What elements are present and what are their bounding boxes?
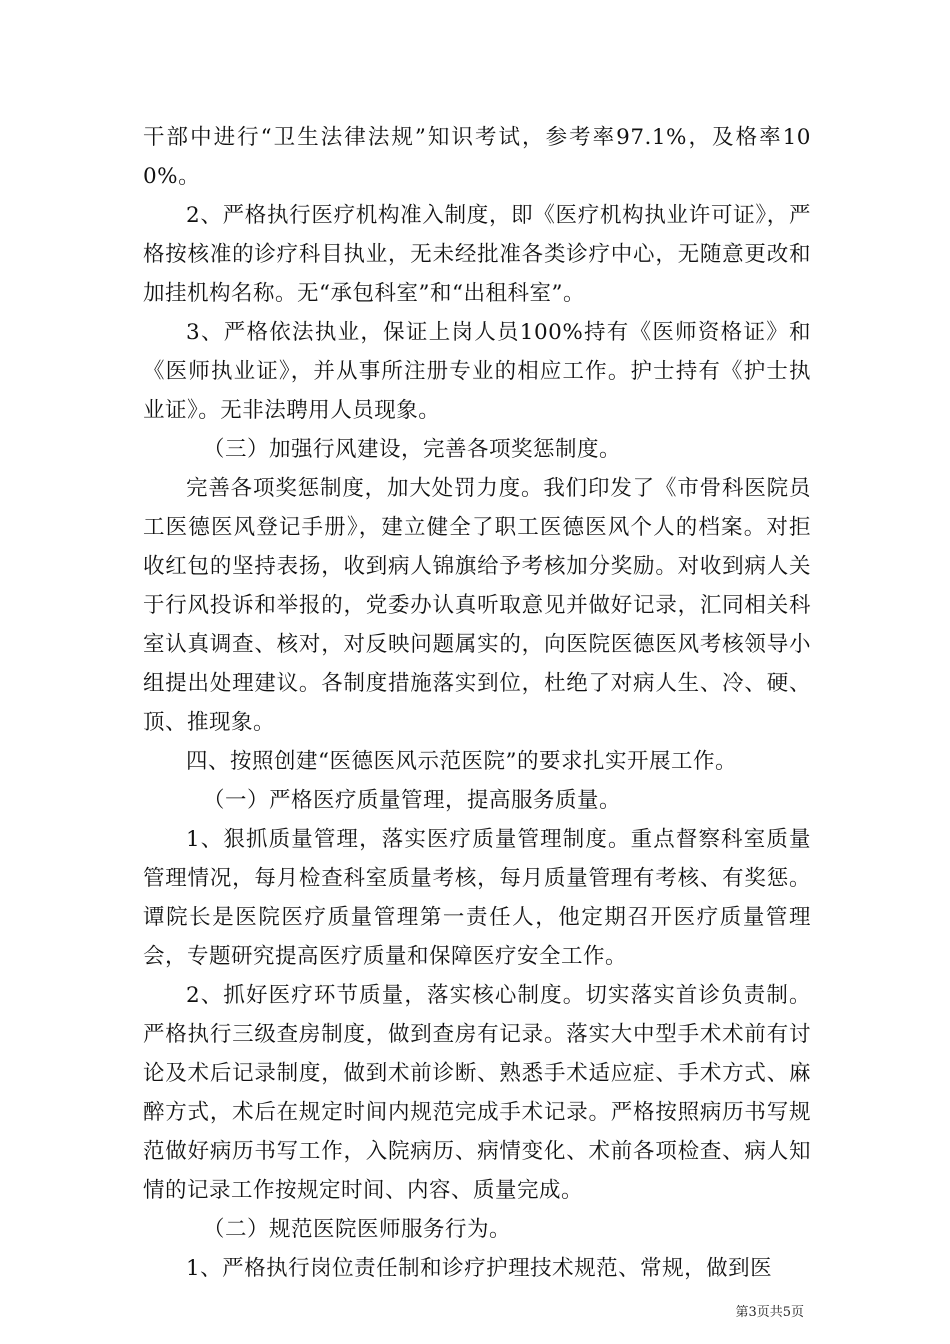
- paragraph-1: 干部中进行“卫生法律法规”知识考试，参考率97.1%，及格率100%。: [143, 125, 811, 189]
- page-number-footer: 第3页共5页: [735, 1305, 804, 1320]
- subsection-heading-2: （二）规范医院医师服务行为。: [203, 1217, 512, 1242]
- subsection-heading-1: （一）严格医疗质量管理，提高服务质量。: [203, 788, 622, 813]
- paragraph-5: 完善各项奖惩制度，加大处罚力度。我们印发了《市骨科医院员工医德医风登记手册》，建立健全了职工医德医风个人的档案。对拒收红包的坚持表扬，收到病人锦旗给予考核加分奖励。对收到病人关于行风投诉和举报的，党委办认真听取意见并做好记录，汇同相关科室认真调查、核对，对反映问题属实的，向医院医德医风考核领导小组提出处理建议。各制度措施落实到位，杜绝了对病人生、冷、硬、顶、推现象。: [143, 476, 811, 735]
- document-body: [143, 118, 811, 1288]
- paragraph-9: 2、抓好医疗环节质量，落实核心制度。切实落实首诊负责制。严格执行三级查房制度，做到查房有记录。落实大中型手术术前有讨论及术后记录制度，做到术前诊断、熟悉手术适应症、手术方式、麻醉方式，术后在规定时间内规范完成手术记录。严格按照病历书写规范做好病历书写工作，入院病历、病情变化、术前各项检查、病人知情的记录工作按规定时间、内容、质量完成。: [143, 983, 811, 1203]
- section-heading-4: 四、按照创建“医德医风示范医院”的要求扎实开展工作。: [186, 749, 737, 774]
- section-heading-3: （三）加强行风建设，完善各项奖惩制度。: [203, 437, 622, 462]
- paragraph-2: 2、严格执行医疗机构准入制度，即《医疗机构执业许可证》，严格按核准的诊疗科目执业，无未经批准各类诊疗中心，无随意更改和加挂机构名称。无“承包科室”和“出租科室”。: [143, 203, 811, 306]
- paragraph-11: 1、严格执行岗位责任制和诊疗护理技术规范、常规，做到医: [186, 1256, 773, 1281]
- paragraph-3: 3、严格依法执业，保证上岗人员100%持有《医师资格证》和《医师执业证》，并从事所注册专业的相应工作。护士持有《护士执业证》。无非法聘用人员现象。: [143, 320, 811, 423]
- paragraph-8: 1、狠抓质量管理，落实医疗质量管理制度。重点督察科室质量管理情况，每月检查科室质量考核，每月质量管理有考核、有奖惩。谭院长是医院医疗质量管理第一责任人，他定期召开医疗质量管理会，专题研究提高医疗质量和保障医疗安全工作。: [143, 827, 811, 969]
